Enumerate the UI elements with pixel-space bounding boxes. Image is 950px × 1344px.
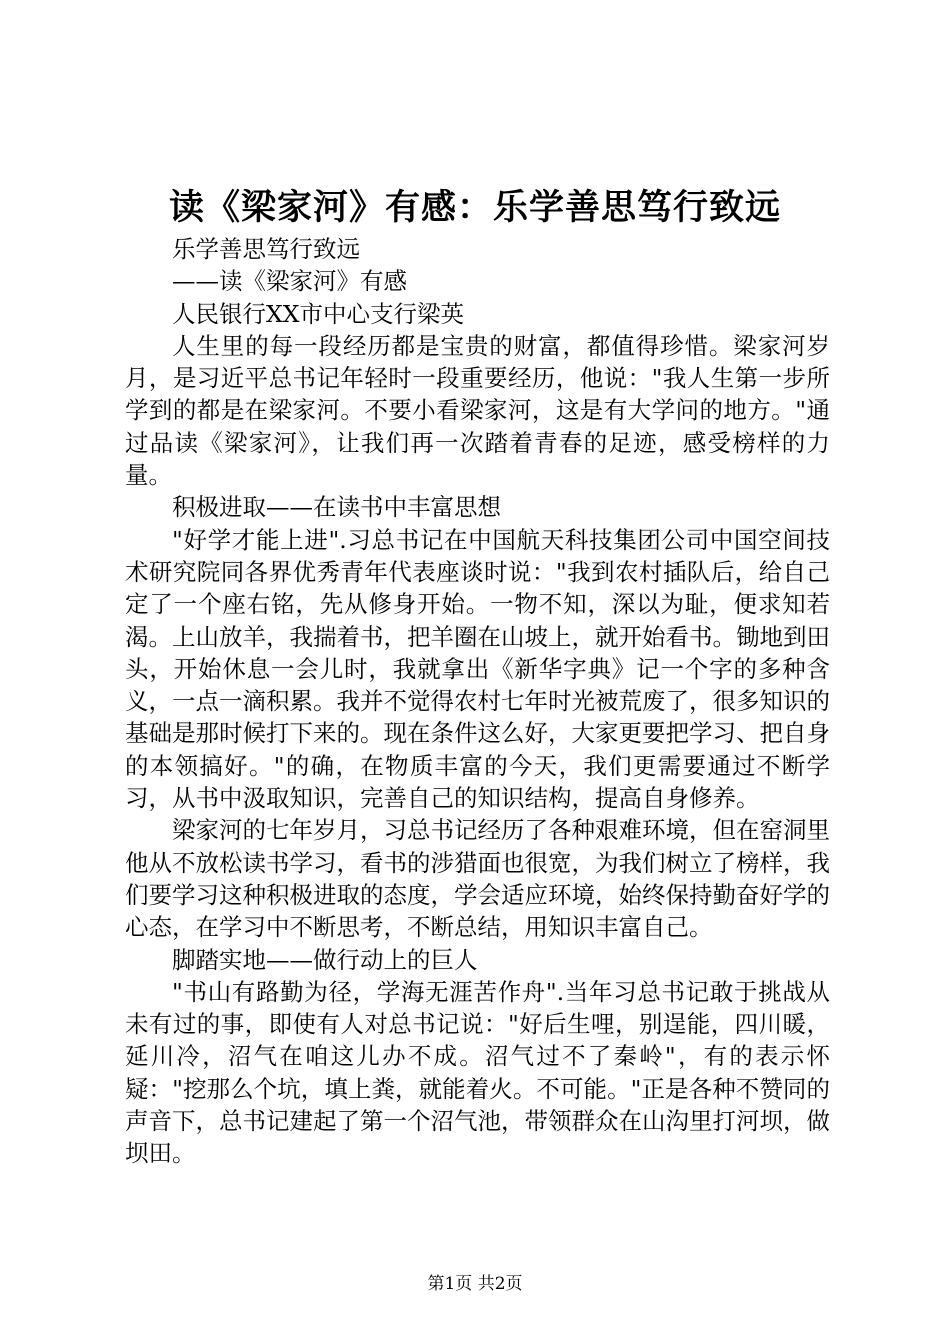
page-number-footer: 第1页 共2页 xyxy=(427,1274,523,1294)
subtitle-byline: ——读《梁家河》有感 xyxy=(172,267,407,296)
section-heading-2: 脚踏实地——做行动上的巨人 xyxy=(172,945,478,974)
intro-paragraph: 人生里的每一段经历都是宝贵的财富，都值得珍惜。梁家河岁月，是习近平总书记年轻时一段重要经历，他说："我人生第一步所学到的都是在梁家河。不要小看梁家河，这是有大学问的地方。"通过品读《梁家河》，让我们再一次踏着青春的足迹，感受榜样的力量。 xyxy=(125,331,830,490)
document-body xyxy=(125,233,830,1170)
document-title: 读《梁家河》有感：乐学善思笃行致远 xyxy=(168,187,781,228)
subtitle-line: 乐学善思笃行致远 xyxy=(172,235,360,263)
author-line: 人民银行XX市中心支行梁英 xyxy=(172,299,464,328)
body-paragraph: 梁家河的七年岁月，习总书记经历了各种艰难环境，但在窑洞里他从不放松读书学习，看书的涉猎面也很宽，为我们树立了榜样，我们要学习这种积极进取的态度，学会适应环境，始终保持勤奋好学的心态，在学习中不断思考，不断总结，用知识丰富自己。 xyxy=(125,816,830,942)
section-heading-1: 积极进取——在读书中丰富思想 xyxy=(172,493,501,522)
body-paragraph: "好学才能上进".习总书记在中国航天科技集团公司中国空间技术研究院同各界优秀青年代表座谈时说："我到农村插队后，给自己定了一个座右铭，先从修身开始。一物不知，深以为耻，便求知若渴。上山放羊，我揣着书，把羊圈在山坡上，就开始看书。锄地到田头，开始休息一会儿时，我就拿出《新华字典》记一个字的多种含义，一点一滴积累。我并不觉得农村七年时光被荒废了，很多知识的基础是那时候打下来的。现在条件这么好，大家更要把学习、把自身的本领搞好。"的确，在物质丰富的今天，我们更需要通过不断学习，从书中汲取知识，完善自己的知识结构，提高自身修养。 xyxy=(125,525,830,813)
body-paragraph: "书山有路勤为径，学海无涯苦作舟".当年习总书记敢于挑战从未有过的事，即使有人对总书记说："好后生哩，别逞能，四川暖，延川冷，沼气在咱这儿办不成。沼气过不了秦岭"，有的表示怀疑："挖那么个坑，填上粪，就能着火。不可能。"正是各种不赞同的声音下，总书记建起了第一个沼气池，带领群众在山沟里打河坝，做坝田。 xyxy=(125,977,830,1168)
